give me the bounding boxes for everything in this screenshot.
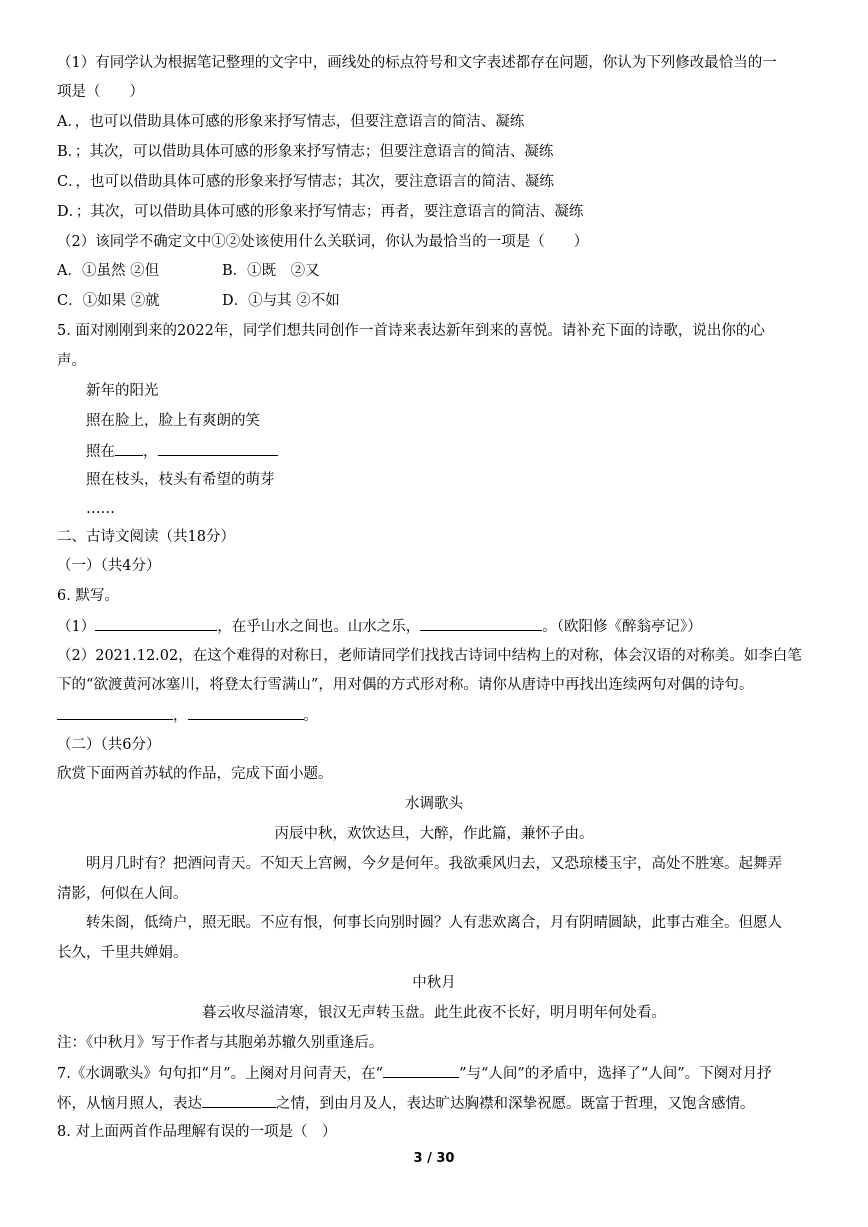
q4-option-b: B．；其次，可以借助具体可感的形象来抒写情志；但要注意语言的简洁、凝练 bbox=[57, 144, 554, 160]
part2-title: （二）（共6分） bbox=[57, 737, 161, 753]
q5-blank-1[interactable] bbox=[115, 441, 143, 456]
poem-shuidiao-preface: 丙辰中秋，欢饮达旦，大醉，作此篇，兼怀子由。 bbox=[274, 826, 594, 842]
q4-sub2: （2）该同学不确定文中①②处该使用什么关联词，你认为最恰当的一项是（ ） bbox=[57, 234, 589, 250]
part2-intro: 欣赏下面两首苏轼的作品，完成下面小题。 bbox=[57, 766, 333, 782]
q5-poem-line2: 照在脸上，脸上有爽朗的笑 bbox=[86, 413, 260, 429]
poem-zhongqiu-title: 中秋月 bbox=[412, 975, 456, 991]
q6-sub2-answer bbox=[57, 705, 318, 725]
q6-blank-1[interactable] bbox=[95, 616, 217, 631]
q6-sub1 bbox=[57, 616, 702, 636]
poem-shuidiao-title: 水调歌头 bbox=[405, 796, 463, 812]
poem-shuidiao-para2-line2: 长久，千里共婵娟。 bbox=[57, 945, 188, 961]
q6-sub1-label: （1） bbox=[57, 619, 96, 635]
q8-line1: 8. 对上面两首作品理解有误的一项是（ ） bbox=[57, 1124, 337, 1140]
q6-sub2-line1: （2）2021.12.02，在这个难得的对称日，老师请同学们找找古诗词中结构上的对称，体会汉语的对称美。如李白笔 bbox=[57, 648, 802, 664]
q5-poem-line3 bbox=[86, 441, 278, 461]
q6-sub1-middle: ，在乎山水之间也。山水之乐， bbox=[217, 619, 421, 635]
q5-blank-2[interactable] bbox=[158, 441, 278, 456]
poem-shuidiao-para1-line1: 明月几时有？把酒问青天。不知天上宫阙，今夕是何年。我欲乘风归去，又恐琼楼玉宇，高处不胜寒。起舞弄 bbox=[86, 856, 782, 872]
q4-sub1-line1: （1）有同学认为根据笔记整理的文字中，画线处的标点符号和文字表述都存在问题，你认为下列修改最恰当的一 bbox=[57, 55, 777, 71]
section2-part1-title: （一）（共4分） bbox=[57, 558, 161, 574]
q4-sub2-option-d: D．①与其 ②不如 bbox=[222, 293, 340, 309]
q6-blank-2[interactable] bbox=[420, 616, 542, 631]
q5-poem3-prefix: 照在 bbox=[86, 444, 115, 460]
q7-line1 bbox=[57, 1063, 772, 1083]
poem-zhongqiu-note: 注：《中秋月》写于作者与其胞弟苏辙久别重逢后。 bbox=[57, 1035, 384, 1051]
q4-option-c: C．，也可以借助具体可感的形象来抒写情志；其次，要注意语言的简洁、凝练 bbox=[57, 174, 554, 190]
page-number: 3 / 30 bbox=[413, 1151, 455, 1166]
q5-poem-ellipsis: …… bbox=[86, 501, 115, 517]
q6-blank-3[interactable] bbox=[57, 705, 173, 720]
q4-sub2-option-a: A．①虽然 ②但 bbox=[57, 263, 160, 279]
q6-sub1-source: 。（欧阳修《醉翁亭记》） bbox=[542, 619, 702, 635]
q4-sub2-option-c: C．①如果 ②就 bbox=[57, 293, 160, 309]
q7-line1-a: 7.《水调歌头》句句扣“月”。上阕对月问青天，在“ bbox=[57, 1066, 384, 1082]
poem-shuidiao-para1-line2: 清影，何似在人间。 bbox=[57, 886, 188, 902]
q6-sub2-comma: ， bbox=[173, 708, 188, 724]
q7-blank-2[interactable] bbox=[202, 1093, 276, 1108]
q7-blank-1[interactable] bbox=[383, 1063, 459, 1078]
q7-line2-a: 怀，从恼月照人，表达 bbox=[57, 1096, 202, 1112]
q5-poem-line4: 照在枝头，枝头有希望的萌芽 bbox=[86, 472, 275, 488]
q7-line2-b: 之情，到由月及人，表达旷达胸襟和深挚祝愿。既富于哲理，又饱含感情。 bbox=[276, 1096, 755, 1112]
section2-title: 二、古诗文阅读（共18分） bbox=[57, 529, 235, 545]
q4-option-d: D．；其次，可以借助具体可感的形象来抒写情志；再者，要注意语言的简洁、凝练 bbox=[57, 204, 584, 220]
q7-line2 bbox=[57, 1093, 755, 1113]
poem-zhongqiu-body: 暮云收尽溢清寒，银汉无声转玉盘。此生此夜不长好，明月明年何处看。 bbox=[202, 1005, 666, 1021]
q7-line1-b: ”与“人间”的矛盾中，选择了“人间”。下阕对月抒 bbox=[459, 1066, 772, 1082]
q5-line2: 声。 bbox=[57, 353, 86, 369]
q4-sub2-option-b: B．①既 ②又 bbox=[222, 263, 320, 279]
q5-poem3-comma: ， bbox=[143, 444, 158, 460]
q5-poem-line1: 新年的阳光 bbox=[86, 383, 159, 399]
q6-title: 6. 默写。 bbox=[57, 588, 119, 604]
q6-sub2-end: 。 bbox=[303, 708, 318, 724]
poem-shuidiao-para2-line1: 转朱阁，低绮户，照无眠。不应有恨，何事长向别时圆？人有悲欢离合，月有阴晴圆缺，此事古难全。但愿人 bbox=[86, 915, 782, 931]
q4-option-a: A．，也可以借助具体可感的形象来抒写情志，但要注意语言的简洁、凝练 bbox=[57, 114, 525, 130]
q6-sub2-line2: 下的“欲渡黄河冰塞川，将登太行雪满山”，用对偶的方式形对称。请你从唐诗中再找出连续两句对偶的诗句。 bbox=[57, 677, 754, 693]
q4-sub1-line2: 项是（ ） bbox=[57, 84, 144, 100]
q5-line1: 5. 面对刚刚到来的2022年，同学们想共同创作一首诗来表达新年到来的喜悦。请补充下面的诗歌，说出你的心 bbox=[57, 323, 765, 339]
q6-blank-4[interactable] bbox=[188, 705, 304, 720]
